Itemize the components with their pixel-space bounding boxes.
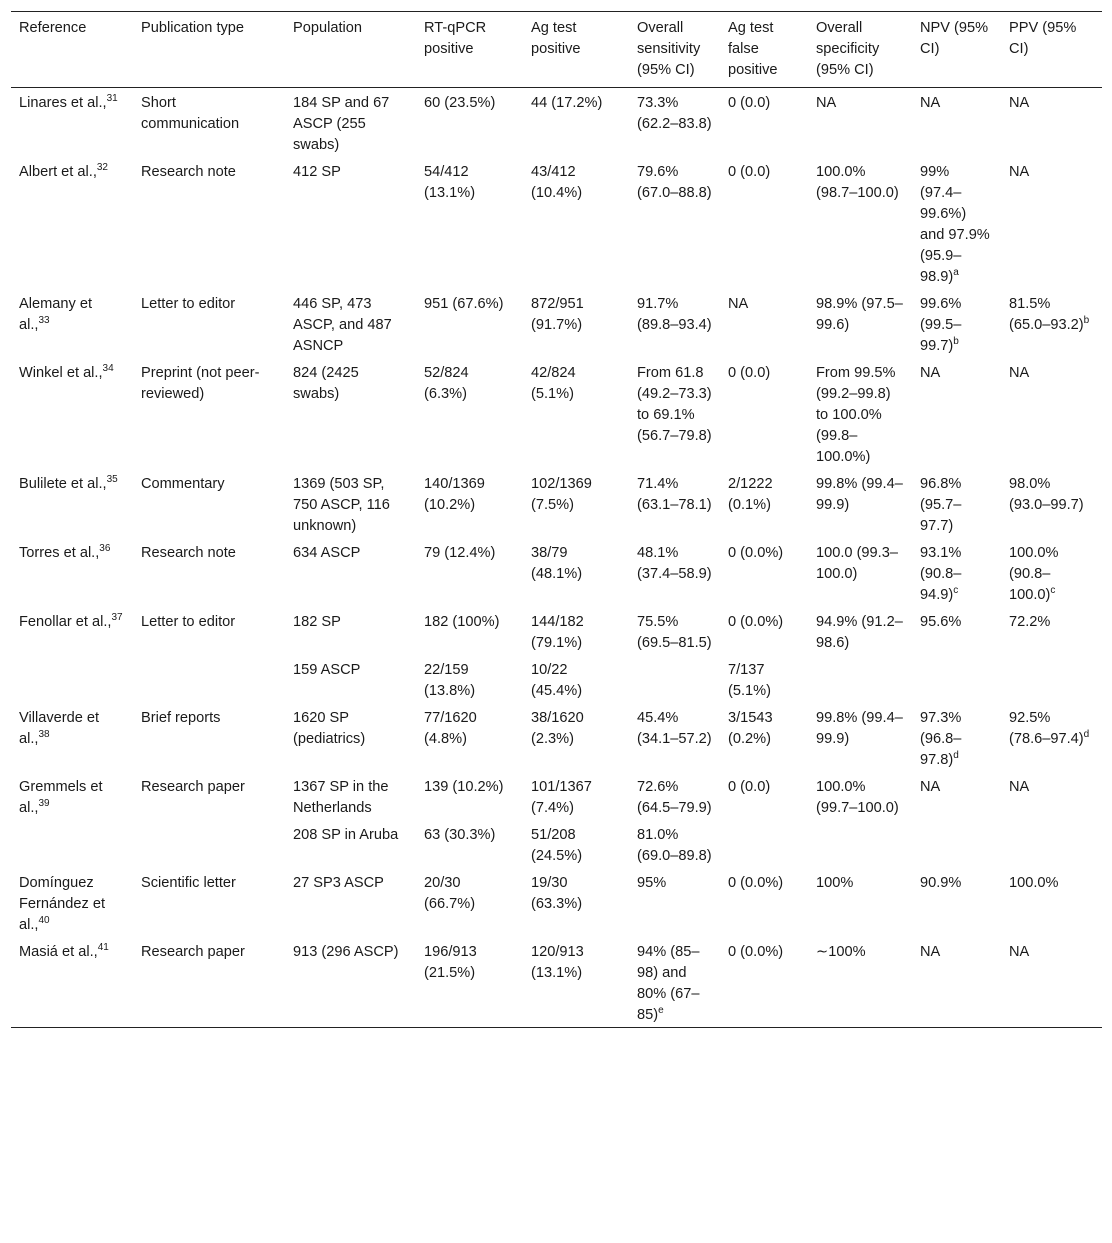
false-positive-cell <box>720 772 808 820</box>
sensitivity-cell <box>629 820 720 868</box>
publication-type-cell <box>133 358 285 469</box>
diagnostic-accuracy-table <box>11 11 1102 1028</box>
npv-cell-footnote: c <box>953 585 959 597</box>
ppv-cell-text: 100.0% <box>1009 875 1059 891</box>
sensitivity-cell <box>629 289 720 358</box>
ppv-cell <box>1001 820 1102 868</box>
ppv-cell-text: NA <box>1009 779 1030 795</box>
ag-positive-cell <box>523 868 629 937</box>
sensitivity-cell <box>629 157 720 289</box>
sensitivity-cell-text: 91.7% (89.8–93.4) <box>637 296 712 333</box>
reference-cell-footnote: 31 <box>106 93 118 105</box>
ppv-cell-footnote: c <box>1050 585 1056 597</box>
npv-cell-text: NA <box>920 944 941 960</box>
rt-qpcr-cell-text: 182 (100%) <box>424 614 500 630</box>
population-cell <box>285 607 416 655</box>
population-cell-text: 27 SP3 ASCP <box>293 875 384 891</box>
false-positive-cell <box>720 703 808 772</box>
false-positive-cell <box>720 469 808 538</box>
population-cell-text: 1369 (503 SP, 750 ASCP, 116 unknown) <box>293 476 390 534</box>
table-row <box>11 289 1102 358</box>
ag-positive-cell-text: 38/1620 (2.3%) <box>531 710 584 747</box>
ag-positive-cell-text: 144/182 (79.1%) <box>531 614 584 651</box>
ag-positive-cell-text: 10/22 (45.4%) <box>531 662 583 699</box>
reference-cell-text: Fenollar et al., <box>19 614 112 630</box>
table-row <box>11 607 1102 655</box>
reference-cell-text: Linares et al., <box>19 95 107 111</box>
sensitivity-cell-text: 75.5% (69.5–81.5) <box>637 614 712 651</box>
false-positive-cell-text: 0 (0.0%) <box>728 944 784 960</box>
rt-qpcr-cell <box>416 607 523 655</box>
ag-positive-cell-text: 42/824 (5.1%) <box>531 365 576 402</box>
npv-cell-text: 99.6% (99.5–99.7) <box>920 296 962 354</box>
reference-cell <box>11 772 133 820</box>
false-positive-cell-text: NA <box>728 296 749 312</box>
npv-cell <box>912 772 1001 820</box>
rt-qpcr-cell <box>416 538 523 607</box>
ag-positive-cell-text: 102/1369 (7.5%) <box>531 476 592 513</box>
rt-qpcr-cell <box>416 772 523 820</box>
reference-cell-footnote: 38 <box>38 729 50 741</box>
sensitivity-cell <box>629 469 720 538</box>
npv-cell-text: NA <box>920 779 941 795</box>
specificity-cell <box>808 607 912 655</box>
npv-cell <box>912 289 1001 358</box>
specificity-cell <box>808 358 912 469</box>
sensitivity-cell <box>629 358 720 469</box>
false-positive-cell-text: 0 (0.0) <box>728 365 771 381</box>
publication-type-cell-text: Short communication <box>141 95 240 132</box>
false-positive-cell <box>720 538 808 607</box>
sensitivity-cell-text: 45.4% (34.1–57.2) <box>637 710 712 747</box>
ppv-cell <box>1001 538 1102 607</box>
reference-cell-footnote: 32 <box>96 162 108 174</box>
specificity-cell <box>808 538 912 607</box>
false-positive-cell <box>720 820 808 868</box>
population-cell-text: 1620 SP (pediatrics) <box>293 710 366 747</box>
table-row <box>11 538 1102 607</box>
population-cell <box>285 772 416 820</box>
reference-cell-text: Albert et al., <box>19 164 97 180</box>
rt-qpcr-cell-text: 140/1369 (10.2%) <box>424 476 485 513</box>
ppv-cell-text: NA <box>1009 365 1030 381</box>
reference-cell-text: Winkel et al., <box>19 365 103 381</box>
reference-cell-footnote: 37 <box>111 612 123 624</box>
false-positive-cell <box>720 607 808 655</box>
reference-cell <box>11 538 133 607</box>
specificity-cell-text: 100.0 (99.3–100.0) <box>816 545 898 582</box>
table-row <box>11 469 1102 538</box>
sensitivity-cell-footnote: e <box>658 1005 664 1017</box>
reference-cell-footnote: 40 <box>38 915 50 927</box>
sensitivity-cell-text: 95% <box>637 875 667 891</box>
table-row <box>11 937 1102 1028</box>
population-cell-text: 208 SP in Aruba <box>293 827 399 843</box>
population-cell <box>285 88 416 158</box>
ag-positive-cell-text: 101/1367 (7.4%) <box>531 779 592 816</box>
npv-cell <box>912 538 1001 607</box>
reference-cell <box>11 868 133 937</box>
npv-cell <box>912 358 1001 469</box>
rt-qpcr-cell-text: 20/30 (66.7%) <box>424 875 476 912</box>
sensitivity-cell <box>629 868 720 937</box>
sensitivity-cell-text: From 61.8 (49.2–73.3) to 69.1% (56.7–79.8) <box>637 365 712 444</box>
population-cell <box>285 820 416 868</box>
ppv-cell-text: NA <box>1009 95 1030 111</box>
ag-positive-cell <box>523 538 629 607</box>
publication-type-cell <box>133 772 285 820</box>
ppv-cell <box>1001 703 1102 772</box>
table-row <box>11 820 1102 868</box>
reference-cell-text: Gremmels et al., <box>19 779 103 816</box>
false-positive-cell-text: 3/1543 (0.2%) <box>728 710 773 747</box>
col-npv: NPV (95% CI) <box>920 20 989 57</box>
specificity-cell <box>808 772 912 820</box>
table-row <box>11 655 1102 703</box>
col-overall-sensitivity: Overall sensitivity (95% CI) <box>637 20 701 78</box>
publication-type-cell-text: Commentary <box>141 476 225 492</box>
false-positive-cell <box>720 157 808 289</box>
population-cell <box>285 655 416 703</box>
reference-cell-text: Torres et al., <box>19 545 100 561</box>
npv-cell <box>912 469 1001 538</box>
false-positive-cell-text: 0 (0.0) <box>728 779 771 795</box>
reference-cell-footnote: 34 <box>102 363 114 375</box>
false-positive-cell <box>720 655 808 703</box>
npv-cell <box>912 88 1001 158</box>
rt-qpcr-cell <box>416 157 523 289</box>
specificity-cell-text: 99.8% (99.4–99.9) <box>816 710 903 747</box>
false-positive-cell <box>720 289 808 358</box>
ppv-cell-text: 81.5% (65.0–93.2) <box>1009 296 1084 333</box>
reference-cell-text: Alemany et al., <box>19 296 93 333</box>
ppv-cell <box>1001 358 1102 469</box>
rt-qpcr-cell <box>416 88 523 158</box>
specificity-cell-text: ∼100% <box>816 944 866 960</box>
npv-cell <box>912 820 1001 868</box>
table-row <box>11 157 1102 289</box>
publication-type-cell <box>133 607 285 655</box>
reference-cell-text: Masiá et al., <box>19 944 98 960</box>
npv-cell <box>912 868 1001 937</box>
rt-qpcr-cell <box>416 469 523 538</box>
ag-positive-cell <box>523 655 629 703</box>
specificity-cell <box>808 157 912 289</box>
rt-qpcr-cell-text: 60 (23.5%) <box>424 95 496 111</box>
false-positive-cell-text: 2/1222 (0.1%) <box>728 476 773 513</box>
population-cell <box>285 469 416 538</box>
population-cell <box>285 937 416 1028</box>
rt-qpcr-cell <box>416 937 523 1028</box>
table-container <box>11 11 1102 1028</box>
table-row <box>11 358 1102 469</box>
rt-qpcr-cell <box>416 820 523 868</box>
publication-type-cell-text: Brief reports <box>141 710 221 726</box>
ppv-cell-text: NA <box>1009 164 1030 180</box>
ag-positive-cell <box>523 358 629 469</box>
ag-positive-cell <box>523 469 629 538</box>
publication-type-cell-text: Research paper <box>141 944 245 960</box>
specificity-cell <box>808 937 912 1028</box>
false-positive-cell <box>720 868 808 937</box>
col-overall-specificity: Overall specificity (95% CI) <box>816 20 880 78</box>
col-ag-test-positive: Ag test positive <box>531 20 581 57</box>
population-cell-text: 182 SP <box>293 614 341 630</box>
col-population: Population <box>293 20 362 36</box>
population-cell <box>285 157 416 289</box>
npv-cell <box>912 607 1001 655</box>
population-cell <box>285 703 416 772</box>
npv-cell-text: 97.3% (96.8–97.8) <box>920 710 962 768</box>
npv-cell-text: 95.6% <box>920 614 962 630</box>
publication-type-cell-text: Scientific letter <box>141 875 236 891</box>
ppv-cell-text: NA <box>1009 944 1030 960</box>
specificity-cell <box>808 88 912 158</box>
reference-cell <box>11 289 133 358</box>
sensitivity-cell-text: 72.6% (64.5–79.9) <box>637 779 712 816</box>
ppv-cell-text: 92.5% (78.6–97.4) <box>1009 710 1084 747</box>
publication-type-cell <box>133 868 285 937</box>
ag-positive-cell-text: 43/412 (10.4%) <box>531 164 583 201</box>
ag-positive-cell-text: 38/79 (48.1%) <box>531 545 583 582</box>
ppv-cell-text: 100.0% (90.8–100.0) <box>1009 545 1059 603</box>
false-positive-cell-text: 7/137 (5.1%) <box>728 662 771 699</box>
specificity-cell <box>808 289 912 358</box>
col-rt-qpcr-positive: RT-qPCR positive <box>424 20 487 57</box>
ppv-cell <box>1001 868 1102 937</box>
rt-qpcr-cell-text: 52/824 (6.3%) <box>424 365 469 402</box>
sensitivity-cell-text: 73.3% (62.2–83.8) <box>637 95 712 132</box>
sensitivity-cell <box>629 88 720 158</box>
reference-cell <box>11 157 133 289</box>
rt-qpcr-cell <box>416 289 523 358</box>
reference-cell <box>11 607 133 655</box>
ag-positive-cell-text: 872/951 (91.7%) <box>531 296 584 333</box>
npv-cell-text: 96.8% (95.7–97.7) <box>920 476 962 534</box>
population-cell <box>285 868 416 937</box>
reference-cell <box>11 88 133 158</box>
specificity-cell <box>808 820 912 868</box>
npv-cell-text: NA <box>920 365 941 381</box>
reference-cell <box>11 937 133 1028</box>
false-positive-cell-text: 0 (0.0) <box>728 95 771 111</box>
ppv-cell-text: 72.2% <box>1009 614 1051 630</box>
rt-qpcr-cell <box>416 703 523 772</box>
false-positive-cell <box>720 937 808 1028</box>
publication-type-cell <box>133 538 285 607</box>
ag-positive-cell-text: 44 (17.2%) <box>531 95 603 111</box>
sensitivity-cell-text: 94% (85–98) and 80% (67–85) <box>637 944 700 1023</box>
specificity-cell-text: NA <box>816 95 837 111</box>
rt-qpcr-cell <box>416 358 523 469</box>
ag-positive-cell <box>523 289 629 358</box>
specificity-cell-text: 94.9% (91.2–98.6) <box>816 614 903 651</box>
population-cell <box>285 538 416 607</box>
ag-positive-cell-text: 19/30 (63.3%) <box>531 875 583 912</box>
npv-cell <box>912 703 1001 772</box>
npv-cell-text: 90.9% <box>920 875 962 891</box>
publication-type-cell-text: Research paper <box>141 779 245 795</box>
specificity-cell-text: 99.8% (99.4–99.9) <box>816 476 903 513</box>
publication-type-cell <box>133 88 285 158</box>
table-row <box>11 703 1102 772</box>
sensitivity-cell <box>629 937 720 1028</box>
header-row <box>11 12 1102 88</box>
ag-positive-cell <box>523 607 629 655</box>
population-cell <box>285 289 416 358</box>
specificity-cell <box>808 469 912 538</box>
ppv-cell <box>1001 88 1102 158</box>
publication-type-cell-text: Letter to editor <box>141 296 236 312</box>
rt-qpcr-cell-text: 139 (10.2%) <box>424 779 504 795</box>
specificity-cell-text: 100% <box>816 875 854 891</box>
col-ag-false-positive: Ag test false positive <box>728 20 778 78</box>
publication-type-cell <box>133 820 285 868</box>
publication-type-cell <box>133 157 285 289</box>
false-positive-cell <box>720 88 808 158</box>
npv-cell <box>912 157 1001 289</box>
population-cell-text: 1367 SP in the Netherlands <box>293 779 389 816</box>
publication-type-cell <box>133 289 285 358</box>
rt-qpcr-cell-text: 63 (30.3%) <box>424 827 496 843</box>
population-cell-text: 824 (2425 swabs) <box>293 365 359 402</box>
reference-cell-footnote: 39 <box>38 798 50 810</box>
npv-cell-footnote: d <box>953 750 959 762</box>
rt-qpcr-cell <box>416 868 523 937</box>
reference-cell-text: Villaverde et al., <box>19 710 100 747</box>
specificity-cell <box>808 655 912 703</box>
ag-positive-cell <box>523 703 629 772</box>
reference-cell <box>11 820 133 868</box>
population-cell-text: 184 SP and 67 ASCP (255 swabs) <box>293 95 390 153</box>
publication-type-cell-text: Research note <box>141 164 236 180</box>
npv-cell <box>912 937 1001 1028</box>
col-ppv: PPV (95% CI) <box>1009 20 1077 57</box>
ag-positive-cell <box>523 88 629 158</box>
npv-cell <box>912 655 1001 703</box>
specificity-cell-text: 100.0% (98.7–100.0) <box>816 164 899 201</box>
table-row <box>11 88 1102 158</box>
reference-cell-footnote: 41 <box>97 942 109 954</box>
reference-cell-text: Domínguez Fernández et al., <box>19 875 105 933</box>
ppv-cell-text: 98.0% (93.0–99.7) <box>1009 476 1084 513</box>
sensitivity-cell <box>629 607 720 655</box>
ppv-cell <box>1001 157 1102 289</box>
npv-cell-text: NA <box>920 95 941 111</box>
publication-type-cell <box>133 655 285 703</box>
ppv-cell-footnote: d <box>1083 729 1090 741</box>
ag-positive-cell <box>523 820 629 868</box>
specificity-cell <box>808 703 912 772</box>
sensitivity-cell <box>629 772 720 820</box>
population-cell-text: 913 (296 ASCP) <box>293 944 399 960</box>
ppv-cell <box>1001 469 1102 538</box>
reference-cell-footnote: 36 <box>99 543 111 555</box>
ppv-cell <box>1001 289 1102 358</box>
ag-positive-cell <box>523 157 629 289</box>
publication-type-cell-text: Preprint (not peer-reviewed) <box>141 365 260 402</box>
population-cell-text: 412 SP <box>293 164 341 180</box>
specificity-cell-text: 98.9% (97.5–99.6) <box>816 296 903 333</box>
rt-qpcr-cell-text: 22/159 (13.8%) <box>424 662 476 699</box>
specificity-cell-text: From 99.5% (99.2–99.8) to 100.0% (99.8–100.0%) <box>816 365 896 465</box>
table-row <box>11 868 1102 937</box>
specificity-cell-text: 100.0% (99.7–100.0) <box>816 779 899 816</box>
ag-positive-cell-text: 120/913 (13.1%) <box>531 944 584 981</box>
false-positive-cell-text: 0 (0.0%) <box>728 875 784 891</box>
sensitivity-cell-text: 81.0% (69.0–89.8) <box>637 827 712 864</box>
ppv-cell <box>1001 937 1102 1028</box>
rt-qpcr-cell-text: 951 (67.6%) <box>424 296 504 312</box>
ppv-cell <box>1001 655 1102 703</box>
rt-qpcr-cell-text: 54/412 (13.1%) <box>424 164 476 201</box>
reference-cell <box>11 358 133 469</box>
col-reference: Reference <box>19 20 87 36</box>
publication-type-cell-text: Research note <box>141 545 236 561</box>
col-publication-type: Publication type <box>141 20 245 36</box>
sensitivity-cell <box>629 655 720 703</box>
rt-qpcr-cell-text: 79 (12.4%) <box>424 545 496 561</box>
publication-type-cell <box>133 469 285 538</box>
publication-type-cell <box>133 937 285 1028</box>
sensitivity-cell-text: 48.1% (37.4–58.9) <box>637 545 712 582</box>
rt-qpcr-cell-text: 196/913 (21.5%) <box>424 944 477 981</box>
false-positive-cell-text: 0 (0.0%) <box>728 614 784 630</box>
false-positive-cell-text: 0 (0.0) <box>728 164 771 180</box>
specificity-cell <box>808 868 912 937</box>
ag-positive-cell-text: 51/208 (24.5%) <box>531 827 583 864</box>
publication-type-cell <box>133 703 285 772</box>
ag-positive-cell <box>523 937 629 1028</box>
population-cell-text: 159 ASCP <box>293 662 361 678</box>
reference-cell-footnote: 33 <box>38 315 50 327</box>
rt-qpcr-cell-text: 77/1620 (4.8%) <box>424 710 477 747</box>
ag-positive-cell <box>523 772 629 820</box>
reference-cell <box>11 703 133 772</box>
ppv-cell <box>1001 772 1102 820</box>
population-cell-text: 634 ASCP <box>293 545 361 561</box>
sensitivity-cell-text: 71.4% (63.1–78.1) <box>637 476 712 513</box>
table-row <box>11 772 1102 820</box>
population-cell-text: 446 SP, 473 ASCP, and 487 ASNCP <box>293 296 392 354</box>
false-positive-cell-text: 0 (0.0%) <box>728 545 784 561</box>
npv-cell-text: 99% (97.4–99.6%) and 97.9% (95.9–98.9) <box>920 164 990 285</box>
sensitivity-cell <box>629 703 720 772</box>
reference-cell-text: Bulilete et al., <box>19 476 107 492</box>
reference-cell <box>11 655 133 703</box>
publication-type-cell-text: Letter to editor <box>141 614 236 630</box>
ppv-cell <box>1001 607 1102 655</box>
sensitivity-cell <box>629 538 720 607</box>
npv-cell-text: 93.1% (90.8–94.9) <box>920 545 962 603</box>
false-positive-cell <box>720 358 808 469</box>
npv-cell-footnote: a <box>953 267 959 279</box>
population-cell <box>285 358 416 469</box>
sensitivity-cell-text: 79.6% (67.0–88.8) <box>637 164 712 201</box>
reference-cell-footnote: 35 <box>106 474 118 486</box>
ppv-cell-footnote: b <box>1083 315 1090 327</box>
npv-cell-footnote: b <box>953 336 959 348</box>
reference-cell <box>11 469 133 538</box>
rt-qpcr-cell <box>416 655 523 703</box>
